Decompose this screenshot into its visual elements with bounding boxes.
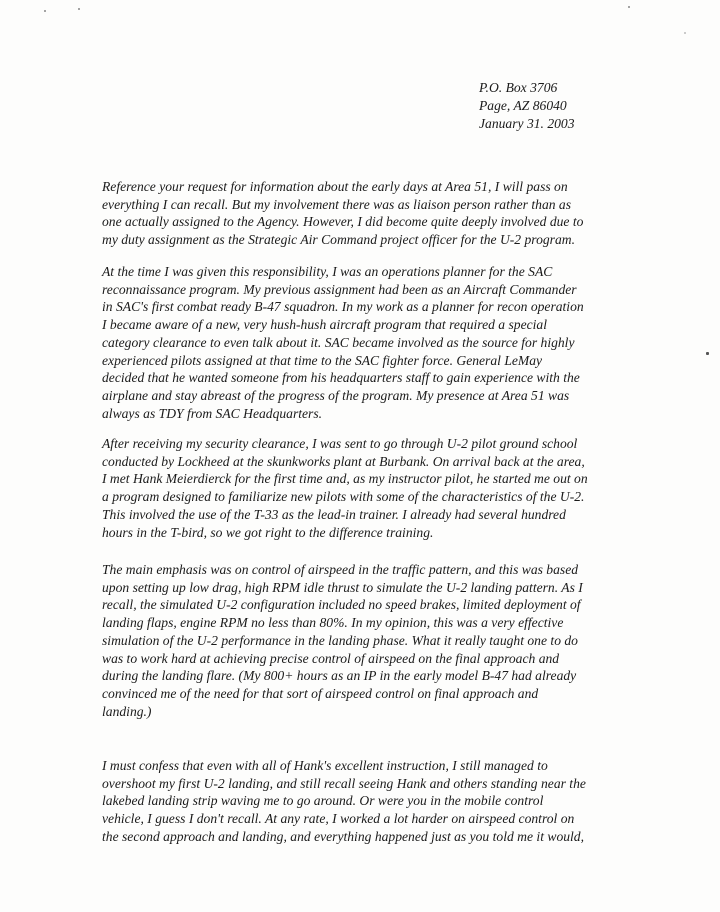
text-line: recall, the simulated U-2 configuration included no speed brakes, limited deployment of xyxy=(102,597,581,613)
text-line: Reference your request for information about the early days at Area 51, I will pass on xyxy=(102,179,568,194)
text-line: everything I can recall. But my involvement there was as liaison person rather than as xyxy=(102,196,572,212)
text-line: landing.) xyxy=(102,703,152,719)
paragraph-5 xyxy=(102,757,702,846)
text-line: The main emphasis was on control of airspeed in the traffic pattern, and this was based xyxy=(102,562,579,577)
paragraph-3 xyxy=(102,435,702,541)
scan-speck xyxy=(684,32,686,34)
return-address xyxy=(479,79,575,133)
scan-speck xyxy=(78,8,80,10)
text-line: At the time I was given this responsibility, I was an operations planner for the SAC xyxy=(102,264,553,279)
text-line: overshoot my first U-2 landing, and still recall seeing Hank and others standing near the xyxy=(102,775,586,791)
text-line: This involved the use of the T-33 as the lead-in trainer. I already had several hundred xyxy=(102,506,566,522)
scan-speck xyxy=(628,6,630,8)
text-line: my duty assignment as the Strategic Air Command project officer for the U-2 program. xyxy=(102,232,575,248)
text-line: reconnaissance program. My previous assignment had been as an Aircraft Commander xyxy=(102,281,577,297)
text-line: hours in the T-bird, so we got right to the difference training. xyxy=(102,524,434,540)
text-line: in SAC's first combat ready B-47 squadron. In my work as a planner for recon operation xyxy=(102,299,584,315)
text-line: experienced pilots assigned at that time to the SAC fighter force. General LeMay xyxy=(102,352,543,368)
letter-date: January 31. 2003 xyxy=(479,116,575,131)
text-line: After receiving my security clearance, I was sent to go through U-2 pilot ground school xyxy=(102,436,578,451)
text-line: category clearance to even talk about it. SAC became involved as the source for highly xyxy=(102,334,575,350)
text-line: I must confess that even with all of Hank's excellent instruction, I still managed to xyxy=(102,758,548,773)
text-line: conducted by Lockheed at the skunkworks plant at Burbank. On arrival back at the area, xyxy=(102,453,585,469)
text-line: was to work hard at achieving precise control of airspeed on the final approach and xyxy=(102,650,560,666)
text-line: during the landing flare. (My 800+ hours as an IP in the early model B-47 had already xyxy=(102,668,577,684)
text-line: always as TDY from SAC Headquarters. xyxy=(102,405,323,421)
text-line: I became aware of a new, very hush-hush aircraft program that required a special xyxy=(102,317,548,333)
text-line: I met Hank Meierdierck for the first time and, as my instructor pilot, he started me out on xyxy=(102,471,588,487)
address-line-po-box: P.O. Box 3706 xyxy=(479,80,558,95)
paragraph-4 xyxy=(102,561,702,720)
address-line-city: Page, AZ 86040 xyxy=(479,98,567,113)
text-line: decided that he wanted someone from his headquarters staff to gain experience with the xyxy=(102,370,580,386)
text-line: the second approach and landing, and everything happened just as you told me it would, xyxy=(102,828,585,844)
paragraph-1 xyxy=(102,178,702,249)
text-line: lakebed landing strip waving me to go around. Or were you in the mobile control xyxy=(102,793,544,809)
text-line: vehicle, I guess I don't recall. At any rate, I worked a lot harder on airspeed control on xyxy=(102,811,575,827)
scan-speck xyxy=(44,10,46,12)
text-line: a program designed to familiarize new pilots with some of the characteristics of the U-2. xyxy=(102,489,585,505)
text-line: landing flaps, engine RPM no less than 80%. In my opinion, this was a very effective xyxy=(102,615,564,631)
text-line: airplane and stay abreast of the progress of the program. My presence at Area 51 was xyxy=(102,387,570,403)
text-line: upon setting up low drag, high RPM idle thrust to simulate the U-2 landing pattern. As I xyxy=(102,579,583,595)
paragraph-2 xyxy=(102,263,702,422)
text-line: simulation of the U-2 performance in the landing phase. What it really taught one to do xyxy=(102,632,578,648)
scan-speck xyxy=(706,352,709,355)
text-line: convinced me of the need for that sort of airspeed control on final approach and xyxy=(102,685,539,701)
text-line: one actually assigned to the Agency. However, I did become quite deeply involved due to xyxy=(102,214,584,230)
